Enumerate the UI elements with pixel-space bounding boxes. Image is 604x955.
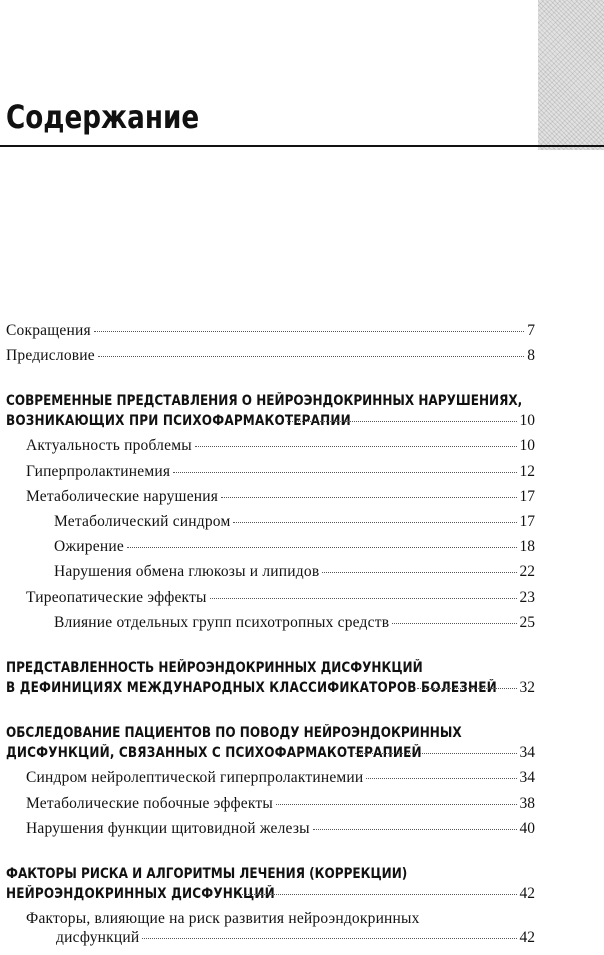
toc-entry-page: 34 [519, 769, 535, 786]
toc-entry[interactable] [0, 437, 535, 463]
toc-entry-label: Ожирение [54, 538, 124, 555]
toc-entry[interactable] [0, 929, 535, 955]
toc-section-4[interactable] [0, 885, 535, 911]
toc-entry-abbreviations[interactable] [0, 322, 535, 348]
dot-leader [237, 893, 517, 895]
toc-entry-page: 42 [519, 885, 535, 902]
toc-entry-page: 22 [519, 563, 535, 580]
toc-entry-page: 10 [519, 437, 535, 454]
section-heading-line2: В ДЕФИНИЦИЯХ МЕЖДУНАРОДНЫХ КЛАССИФИКАТОРОВ БОЛЕЗНЕЙ [6, 680, 497, 696]
dot-leader [322, 571, 516, 573]
section-heading-line1: ОБСЛЕДОВАНИЕ ПАЦИЕНТОВ ПО ПОВОДУ НЕЙРОЭНДОКРИННЫХ [6, 725, 462, 741]
toc-entry[interactable] [0, 463, 535, 489]
dot-leader [173, 471, 516, 473]
section-heading-line2: ДИСФУНКЦИЙ, СВЯЗАННЫХ С ПСИХОФАРМАКОТЕРАПИЕЙ [6, 745, 422, 761]
toc-section-2[interactable] [0, 679, 535, 705]
toc-entry-label: Метаболический синдром [54, 513, 231, 530]
toc-entry[interactable] [0, 614, 535, 640]
toc-entry-page: 7 [527, 322, 535, 339]
section-heading-line1: ПРЕДСТАВЛЕННОСТЬ НЕЙРОЭНДОКРИННЫХ ДИСФУНКЦИЙ [6, 660, 423, 676]
toc-entry-label: Нарушения функции щитовидной железы [26, 820, 310, 837]
toc-entry[interactable] [0, 488, 535, 514]
toc-entry-page: 12 [519, 463, 535, 480]
toc-entry-page: 23 [519, 589, 535, 606]
toc-entry-preface[interactable] [0, 347, 535, 373]
dot-leader [355, 752, 517, 754]
toc-entry-label: Сокращения [6, 322, 91, 339]
page-corner-texture [538, 0, 604, 150]
toc-entry-label: Гиперпролактинемия [26, 463, 171, 480]
toc-entry[interactable] [0, 513, 535, 539]
toc-entry-label: Метаболические побочные эффекты [26, 795, 273, 812]
toc-entry-page: 17 [519, 513, 535, 530]
toc-entry[interactable] [0, 820, 535, 846]
dot-leader [221, 496, 516, 498]
toc-entry-label: Метаболические нарушения [26, 488, 219, 505]
toc-entry-page: 18 [519, 538, 535, 555]
dot-leader [127, 546, 517, 548]
toc-entry-page: 38 [519, 795, 535, 812]
toc-entry-page: 40 [519, 820, 535, 837]
dot-leader [98, 355, 524, 357]
section-heading-line1: СОВРЕМЕННЫЕ ПРЕДСТАВЛЕНИЯ О НЕЙРОЭНДОКРИННЫХ НАРУШЕНИЯХ, [6, 393, 523, 409]
page-title: Содержание [6, 98, 200, 136]
dot-leader [142, 937, 516, 939]
dot-leader [417, 687, 517, 689]
toc-entry-label: Факторы, влияющие на риск развития нейроэндокринных [26, 910, 420, 927]
toc-section-1[interactable] [0, 412, 535, 438]
toc-entry-page: 42 [519, 929, 535, 946]
toc-entry[interactable] [0, 795, 535, 821]
dot-leader [313, 828, 517, 830]
toc-entry-page: 17 [519, 488, 535, 505]
toc-entry-page: 25 [519, 614, 535, 631]
toc-entry-label: Тиреопатические эффекты [26, 589, 207, 606]
toc-entry-label: Актуальность проблемы [26, 437, 192, 454]
toc-entry-label: Синдром нейролептической гиперпролактинемии [26, 769, 364, 786]
toc-entry-label-continued: дисфункций [56, 929, 140, 946]
section-heading-line1: ФАКТОРЫ РИСКА И АЛГОРИТМЫ ЛЕЧЕНИЯ (КОРРЕКЦИИ) [6, 866, 408, 882]
dot-leader [233, 521, 516, 523]
toc-entry-page: 8 [527, 347, 535, 364]
dot-leader [392, 622, 516, 624]
toc-entry[interactable] [0, 538, 535, 564]
dot-leader [366, 777, 516, 779]
dot-leader [94, 330, 524, 332]
toc-entry-page: 32 [519, 679, 535, 696]
toc-section-3[interactable] [0, 744, 535, 770]
toc-entry-page: 10 [519, 412, 535, 429]
dot-leader [210, 597, 517, 599]
section-heading-line2: НЕЙРОЭНДОКРИННЫХ ДИСФУНКЦИЙ [6, 886, 275, 902]
toc-entry-label: Предисловие [6, 347, 95, 364]
dot-leader [276, 803, 517, 805]
section-heading-line2: ВОЗНИКАЮЩИХ ПРИ ПСИХОФАРМАКОТЕРАПИИ [6, 413, 351, 429]
toc-entry-label: Нарушения обмена глюкозы и липидов [54, 563, 320, 580]
toc-entry[interactable] [0, 769, 535, 795]
toc-entry[interactable] [0, 589, 535, 615]
toc-entry-label: Влияние отдельных групп психотропных средств [54, 614, 390, 631]
title-rule [0, 145, 604, 147]
dot-leader [287, 420, 517, 422]
toc-entry[interactable] [0, 563, 535, 589]
dot-leader [195, 445, 517, 447]
toc-entry-page: 34 [519, 744, 535, 761]
